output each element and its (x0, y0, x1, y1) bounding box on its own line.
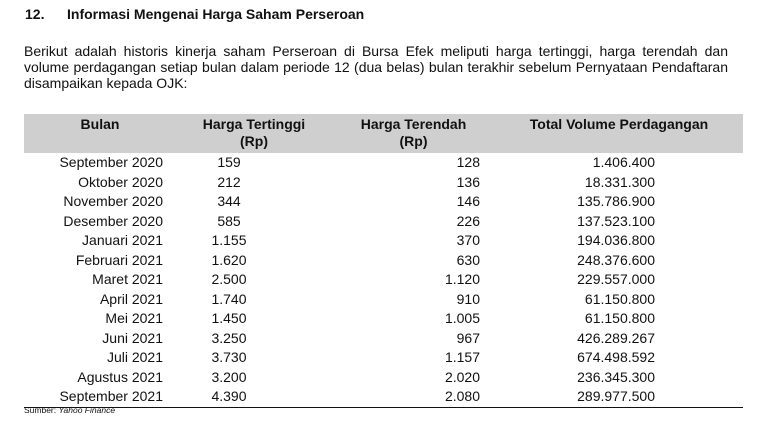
cell-month: September 2021 (24, 387, 176, 407)
header-high-label: Harga Tertinggi (202, 116, 306, 132)
cell-volume: 426.289.267 (577, 329, 655, 346)
header-high-unit: (Rp) (240, 133, 268, 149)
cell-high: 1.155 (211, 232, 247, 248)
section-number: 12. (25, 6, 45, 22)
cell-low: 2.080 (332, 387, 495, 407)
cell-low: 128 (456, 154, 480, 170)
cell-month: Februari 2021 (75, 251, 163, 268)
cell-low: 1.157 (444, 349, 480, 365)
table-header (24, 114, 743, 153)
cell-low: 136 (456, 173, 480, 190)
cell-volume: 18.331.300 (584, 173, 655, 190)
cell-high: 1.450 (211, 310, 247, 326)
cell-high: 159 (217, 154, 241, 170)
table-row (24, 329, 743, 349)
cell-month: Maret 2021 (92, 271, 163, 287)
cell-volume: 1.406.400 (592, 154, 655, 170)
table-body (24, 153, 743, 407)
cell-high: 3.730 (211, 349, 247, 365)
cell-high: 1.620 (211, 251, 247, 268)
section-heading (25, 6, 364, 22)
cell-volume: 229.557.000 (577, 271, 655, 287)
cell-volume: 194.036.800 (577, 232, 655, 248)
header-low-unit: (Rp) (399, 133, 428, 149)
source-note (24, 405, 115, 415)
cell-low: 2.020 (444, 368, 480, 385)
cell-month: Juli 2021 (106, 349, 163, 365)
header-month: Bulan (80, 116, 120, 132)
cell-high: 3.250 (211, 329, 247, 346)
header-volume: Total Volume Perdagangan (529, 116, 709, 132)
cell-volume: 248.376.600 (577, 251, 655, 268)
cell-month: Mei 2021 (105, 310, 163, 326)
header-low (332, 114, 495, 153)
table-row (24, 153, 743, 173)
cell-month: Oktober 2020 (78, 173, 163, 190)
stock-price-table (24, 114, 743, 408)
cell-month: Desember 2020 (63, 212, 163, 229)
table-row (24, 290, 743, 310)
source-label: Sumber: (24, 405, 57, 415)
table-row (24, 387, 743, 407)
cell-month: November 2020 (63, 193, 163, 209)
header-high (176, 114, 332, 153)
cell-month: Januari 2021 (82, 232, 163, 248)
cell-volume: 289.977.500 (495, 387, 743, 407)
section-title: Informasi Mengenai Harga Saham Perseroan (67, 6, 365, 22)
cell-month: Juni 2021 (102, 329, 163, 346)
cell-volume: 674.498.592 (577, 349, 655, 365)
header-low-label: Harga Terendah (360, 116, 467, 132)
table-row (24, 270, 743, 290)
cell-month: September 2020 (59, 154, 163, 170)
cell-low: 967 (456, 329, 480, 346)
cell-month: April 2021 (99, 290, 163, 307)
table-row (24, 348, 743, 368)
cell-high: 344 (217, 193, 241, 209)
cell-low: 910 (456, 290, 480, 307)
table-row (24, 309, 743, 329)
cell-month: Agustus 2021 (77, 368, 163, 385)
cell-volume: 236.345.300 (577, 368, 655, 385)
table-row (24, 368, 743, 388)
cell-low: 146 (456, 193, 480, 209)
intro-paragraph: Berikut adalah historis kinerja saham Perseroan di Bursa Efek meliputi harga tertinggi, harga terendah dan volume perdagangan setiap bulan dalam periode 12 (dua belas) bulan terakhir sebelum Pernyataan Pendaftaran disampaikan kepada OJK: (24, 43, 728, 92)
header-row (24, 114, 743, 153)
cell-volume: 135.786.900 (577, 193, 655, 209)
cell-volume: 61.150.800 (584, 290, 655, 307)
cell-low: 1.120 (444, 271, 480, 287)
table-row (24, 231, 743, 251)
table-row (24, 192, 743, 212)
cell-high: 3.200 (211, 368, 247, 385)
cell-high: 212 (217, 173, 241, 190)
cell-volume: 61.150.800 (584, 310, 655, 326)
cell-volume: 137.523.100 (577, 212, 655, 229)
cell-high: 2.500 (211, 271, 247, 287)
cell-low: 1.005 (444, 310, 480, 326)
table-row (24, 173, 743, 193)
cell-low: 226 (456, 212, 480, 229)
cell-low: 370 (456, 232, 480, 248)
cell-high: 585 (217, 212, 241, 229)
table-row (24, 212, 743, 232)
cell-high: 4.390 (176, 387, 332, 407)
table-row (24, 251, 743, 271)
cell-low: 630 (456, 251, 480, 268)
cell-high: 1.740 (211, 290, 247, 307)
source-name: Yahoo Finance (58, 405, 116, 415)
